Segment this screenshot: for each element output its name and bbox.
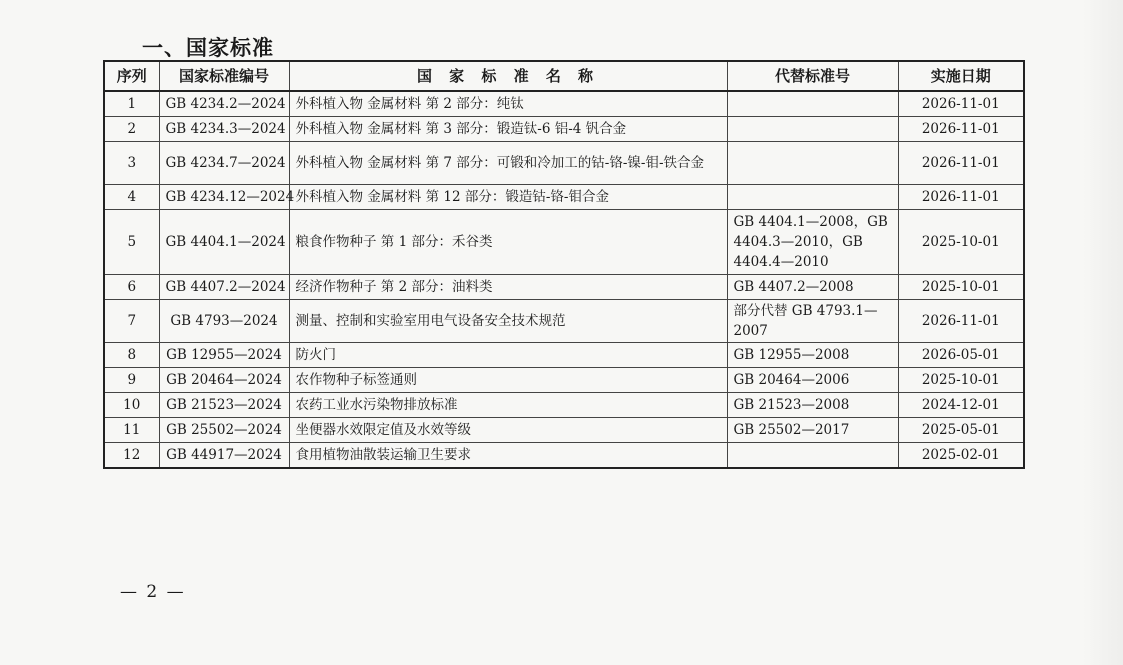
cell-replaced: [727, 117, 898, 142]
cell-date: 2024-12-01: [898, 393, 1024, 418]
header-code: 国家标准编号: [159, 61, 289, 91]
cell-seq: 11: [104, 418, 159, 443]
cell-name: 测量、控制和实验室用电气设备安全技术规范: [289, 300, 727, 343]
table-row: [104, 393, 1024, 418]
cell-name: 食用植物油散装运输卫生要求: [289, 443, 727, 469]
header-name: 国 家 标 准 名 称: [289, 61, 727, 91]
header-date: 实施日期: [898, 61, 1024, 91]
cell-seq: 7: [104, 300, 159, 343]
cell-seq: 1: [104, 91, 159, 117]
cell-replaced: 部分代替 GB 4793.1—2007: [727, 300, 898, 343]
table-row: [104, 117, 1024, 142]
cell-code: GB 25502—2024: [159, 418, 289, 443]
cell-name: 外科植入物 金属材料 第 12 部分：锻造钴-铬-钼合金: [289, 185, 727, 210]
cell-seq: 12: [104, 443, 159, 469]
cell-date: 2026-11-01: [898, 91, 1024, 117]
cell-date: 2025-10-01: [898, 368, 1024, 393]
cell-seq: 10: [104, 393, 159, 418]
section-title: 一、国家标准: [142, 36, 274, 60]
table-row: [104, 142, 1024, 185]
cell-code: GB 4234.3—2024: [159, 117, 289, 142]
cell-date: 2025-05-01: [898, 418, 1024, 443]
cell-name: 坐便器水效限定值及水效等级: [289, 418, 727, 443]
cell-name: 经济作物种子 第 2 部分：油料类: [289, 275, 727, 300]
cell-code: GB 4234.2—2024: [159, 91, 289, 117]
cell-code: GB 4793—2024: [159, 300, 289, 343]
table-row: [104, 368, 1024, 393]
cell-name: 粮食作物种子 第 1 部分：禾谷类: [289, 210, 727, 275]
cell-seq: 5: [104, 210, 159, 275]
cell-code: GB 4234.12—2024: [159, 185, 289, 210]
cell-replaced: GB 4404.1—2008，GB 4404.3—2010，GB 4404.4—2010: [727, 210, 898, 275]
cell-date: 2025-10-01: [898, 275, 1024, 300]
cell-code: GB 20464—2024: [159, 368, 289, 393]
cell-code: GB 4234.7—2024: [159, 142, 289, 185]
cell-replaced: GB 25502—2017: [727, 418, 898, 443]
cell-name: 农药工业水污染物排放标准: [289, 393, 727, 418]
cell-replaced: GB 12955—2008: [727, 343, 898, 368]
page-edge-shadow: [1083, 0, 1123, 665]
cell-replaced: [727, 91, 898, 117]
cell-code: GB 44917—2024: [159, 443, 289, 469]
cell-seq: 6: [104, 275, 159, 300]
table-row: [104, 343, 1024, 368]
cell-code: GB 21523—2024: [159, 393, 289, 418]
cell-date: 2026-05-01: [898, 343, 1024, 368]
cell-name: 外科植入物 金属材料 第 7 部分：可锻和冷加工的钴-铬-镍-钼-铁合金: [289, 142, 727, 185]
table-header-row: [104, 61, 1024, 91]
page-number: — 2 —: [120, 582, 186, 602]
cell-seq: 2: [104, 117, 159, 142]
cell-replaced: [727, 142, 898, 185]
table-row: [104, 418, 1024, 443]
cell-date: 2026-11-01: [898, 117, 1024, 142]
cell-replaced: GB 4407.2—2008: [727, 275, 898, 300]
cell-name: 农作物种子标签通则: [289, 368, 727, 393]
cell-seq: 3: [104, 142, 159, 185]
cell-replaced: GB 20464—2006: [727, 368, 898, 393]
header-seq: 序列: [104, 61, 159, 91]
table-row: [104, 210, 1024, 275]
table-row: [104, 443, 1024, 469]
header-replaced: 代替标准号: [727, 61, 898, 91]
table-row: [104, 185, 1024, 210]
cell-name: 外科植入物 金属材料 第 3 部分：锻造钛-6 铝-4 钒合金: [289, 117, 727, 142]
cell-name: 外科植入物 金属材料 第 2 部分：纯钛: [289, 91, 727, 117]
cell-date: 2026-11-01: [898, 185, 1024, 210]
cell-seq: 8: [104, 343, 159, 368]
cell-code: GB 4404.1—2024: [159, 210, 289, 275]
table-row: [104, 275, 1024, 300]
cell-date: 2026-11-01: [898, 142, 1024, 185]
table-row: [104, 300, 1024, 343]
cell-code: GB 4407.2—2024: [159, 275, 289, 300]
cell-code: GB 12955—2024: [159, 343, 289, 368]
national-standards-table: [103, 60, 1025, 469]
cell-seq: 4: [104, 185, 159, 210]
table-row: [104, 91, 1024, 117]
cell-replaced: [727, 443, 898, 469]
cell-replaced: [727, 185, 898, 210]
cell-name: 防火门: [289, 343, 727, 368]
cell-seq: 9: [104, 368, 159, 393]
cell-date: 2025-02-01: [898, 443, 1024, 469]
cell-date: 2025-10-01: [898, 210, 1024, 275]
cell-date: 2026-11-01: [898, 300, 1024, 343]
cell-replaced: GB 21523—2008: [727, 393, 898, 418]
